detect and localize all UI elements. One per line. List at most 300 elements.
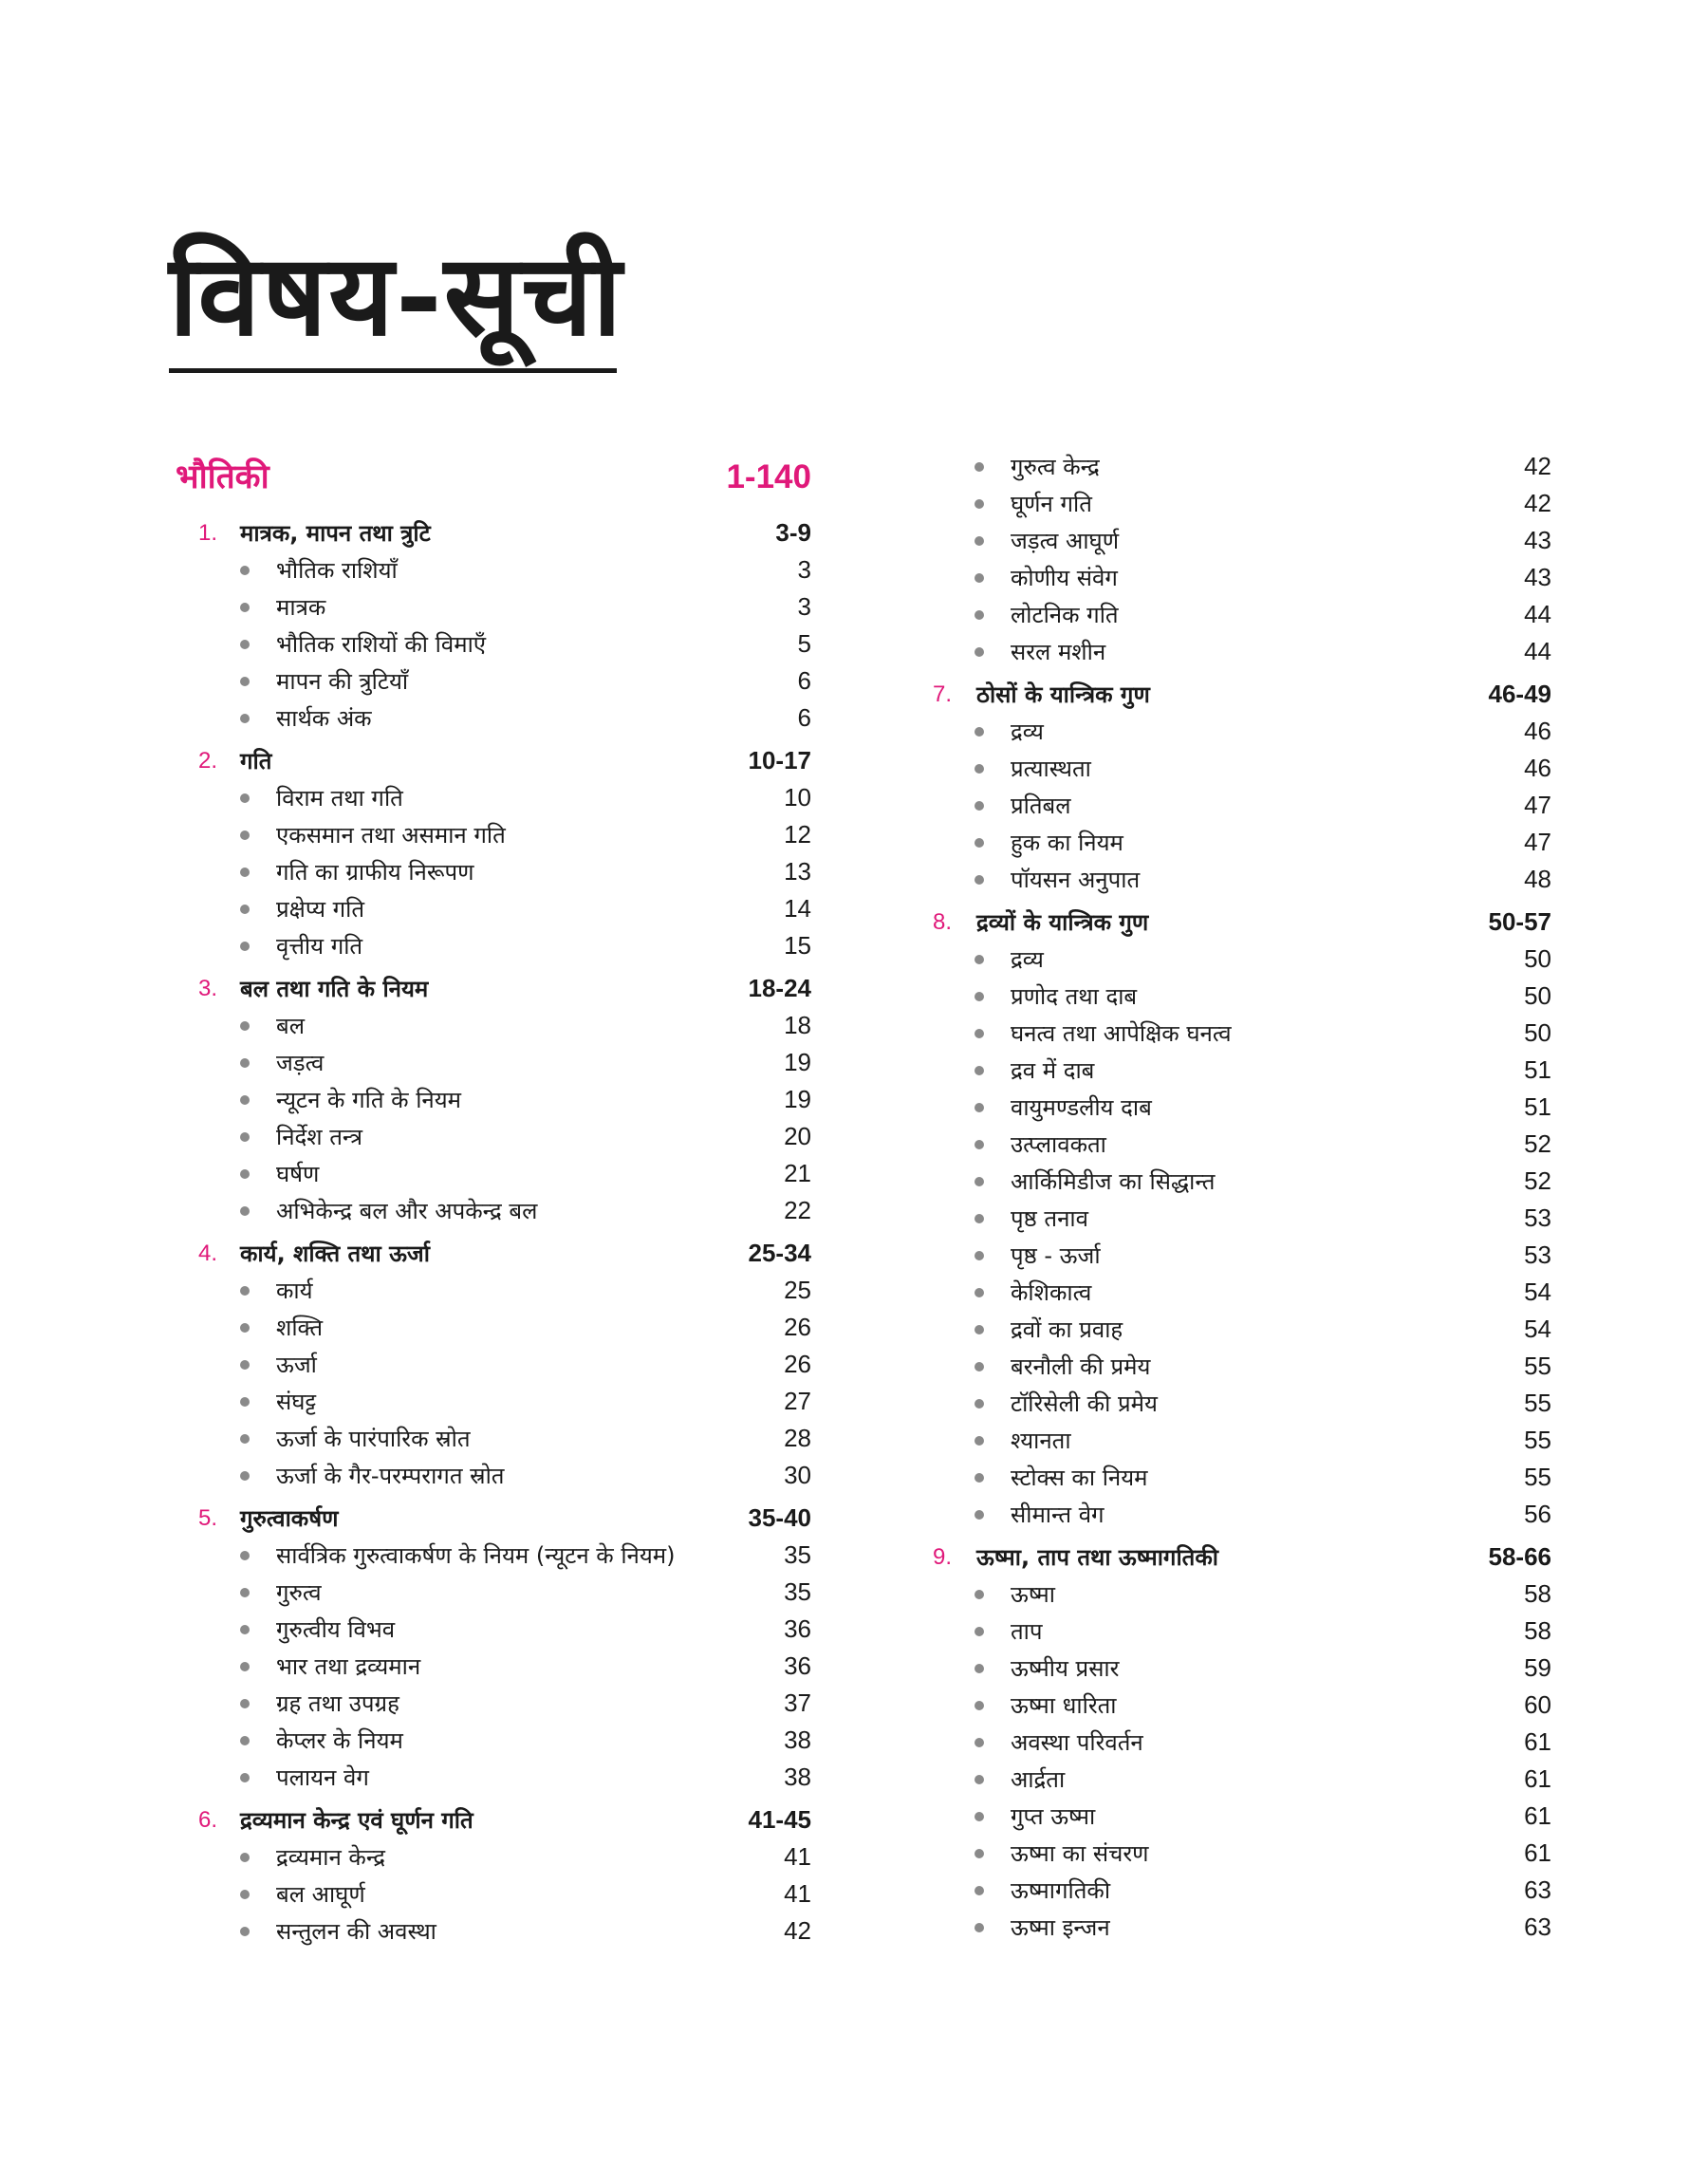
bullet-icon: [240, 1853, 250, 1862]
toc-item-title: भौतिक राशियाँ: [276, 557, 398, 584]
subject-heading[interactable]: [176, 448, 811, 509]
toc-item-title: गुरुत्वीय विभव: [276, 1616, 396, 1643]
subject-name: भौतिकी: [176, 458, 269, 496]
toc-item-page: 51: [1524, 1055, 1551, 1084]
toc-item-page: 50: [1524, 1018, 1551, 1047]
toc-item[interactable]: [925, 1909, 1551, 1946]
toc-item-title: पॉयसन अनुपात: [1011, 867, 1141, 893]
toc-item[interactable]: [925, 1496, 1551, 1533]
chapter-title: द्रव्यों के यान्त्रिक गुण: [976, 909, 1149, 936]
toc-item[interactable]: [925, 1089, 1551, 1126]
toc-item-page: 52: [1524, 1129, 1551, 1158]
bullet-icon: [975, 1362, 984, 1371]
toc-item-page: 42: [1524, 452, 1551, 480]
bullet-icon: [240, 1773, 250, 1782]
toc-item-title: अवस्था परिवर्तन: [1011, 1729, 1143, 1756]
toc-item-title: श्यानता: [1011, 1427, 1071, 1454]
bullet-icon: [240, 1662, 250, 1671]
toc-item-page: 61: [1524, 1801, 1551, 1830]
toc-item[interactable]: [925, 861, 1551, 898]
toc-item-title: प्रत्यास्थता: [1011, 756, 1091, 782]
bullet-icon: [975, 1177, 984, 1186]
toc-item-title: ऊर्जा: [276, 1352, 317, 1378]
chapter-number: 5.: [198, 1504, 218, 1531]
toc-item-page: 61: [1524, 1838, 1551, 1867]
toc-item[interactable]: [176, 1346, 811, 1383]
bullet-icon: [975, 1214, 984, 1223]
toc-item-title: प्रणोद तथा दाब: [1011, 983, 1138, 1010]
toc-item[interactable]: [925, 1835, 1551, 1872]
toc-right-column: [925, 448, 1551, 1946]
toc-item[interactable]: [176, 1648, 811, 1685]
bullet-icon: [975, 875, 984, 885]
chapter-pages: 41-45: [748, 1805, 811, 1834]
bullet-icon: [975, 610, 984, 620]
toc-item[interactable]: [176, 1574, 811, 1611]
toc-item[interactable]: [176, 1685, 811, 1722]
toc-item[interactable]: [176, 1044, 811, 1081]
toc-item-title: ऊष्मा: [1011, 1581, 1055, 1608]
toc-item[interactable]: [925, 1311, 1551, 1348]
toc-item-title: ग्रह तथा उपग्रह: [276, 1690, 399, 1717]
bullet-icon: [975, 1066, 984, 1075]
bullet-icon: [975, 1590, 984, 1599]
toc-item-page: 42: [784, 1916, 811, 1945]
bullet-icon: [240, 1323, 250, 1333]
toc-item-page: 19: [784, 1085, 811, 1113]
bullet-icon: [240, 1206, 250, 1216]
bullet-icon: [975, 1812, 984, 1821]
toc-item[interactable]: [925, 824, 1551, 861]
toc-item-page: 46: [1524, 717, 1551, 745]
toc-item-title: द्रवों का प्रवाह: [1011, 1316, 1123, 1343]
bullet-icon: [240, 1699, 250, 1708]
toc-item[interactable]: [176, 1192, 811, 1229]
chapter-heading[interactable]: [176, 514, 811, 551]
bullet-icon: [240, 1058, 250, 1068]
toc-item[interactable]: [176, 1309, 811, 1346]
page-title: विषय-सूची: [169, 229, 624, 361]
toc-item-title: ऊष्मीय प्रसार: [1011, 1655, 1120, 1682]
toc-item-title: निर्देश तन्त्र: [276, 1124, 362, 1150]
toc-item-title: पलायन वेग: [276, 1764, 369, 1791]
toc-item-title: गुरुत्व: [276, 1579, 322, 1606]
bullet-icon: [975, 1886, 984, 1895]
toc-item-title: ऊष्मा धारिता: [1011, 1692, 1117, 1719]
bullet-icon: [240, 1890, 250, 1899]
toc-item[interactable]: [925, 1348, 1551, 1385]
toc-item[interactable]: [925, 750, 1551, 787]
toc-item[interactable]: [925, 1237, 1551, 1274]
bullet-icon: [240, 1927, 250, 1936]
bullet-icon: [240, 1397, 250, 1407]
bullet-icon: [975, 1473, 984, 1483]
toc-item-title: सन्तुलन की अवस्था: [276, 1918, 436, 1945]
bullet-icon: [975, 1849, 984, 1858]
toc-item-title: गुरुत्व केन्द्र: [1011, 454, 1100, 480]
bullet-icon: [975, 1140, 984, 1149]
toc-item-page: 48: [1524, 865, 1551, 893]
toc-item-title: केशिकात्व: [1011, 1279, 1092, 1306]
toc-item-title: स्टोक्स का नियम: [1011, 1465, 1148, 1491]
toc-item-page: 54: [1524, 1315, 1551, 1343]
chapter-title: कार्य, शक्ति तथा ऊर्जा: [240, 1241, 430, 1267]
chapter-heading[interactable]: [176, 1500, 811, 1537]
bullet-icon: [975, 1701, 984, 1710]
bullet-icon: [240, 1021, 250, 1031]
bullet-icon: [975, 1923, 984, 1932]
chapter-pages: 3-9: [775, 518, 811, 547]
chapter-number: 2.: [198, 747, 218, 774]
toc-item-page: 58: [1524, 1579, 1551, 1608]
chapter-number: 9.: [933, 1543, 953, 1570]
bullet-icon: [975, 1103, 984, 1112]
toc-item[interactable]: [176, 1611, 811, 1648]
bullet-icon: [240, 1132, 250, 1142]
toc-item[interactable]: [176, 890, 811, 927]
toc-item-page: 50: [1524, 981, 1551, 1010]
toc-item-page: 43: [1524, 526, 1551, 554]
toc-item-page: 53: [1524, 1241, 1551, 1269]
toc-item[interactable]: [925, 1613, 1551, 1650]
bullet-icon: [975, 955, 984, 964]
bullet-icon: [240, 905, 250, 914]
toc-item-page: 47: [1524, 828, 1551, 856]
toc-item-page: 14: [784, 894, 811, 923]
bullet-icon: [975, 462, 984, 472]
toc-item[interactable]: [176, 1007, 811, 1044]
toc-item-title: सार्वत्रिक गुरुत्वाकर्षण के नियम (न्यूटन के नियम): [276, 1542, 676, 1569]
bullet-icon: [240, 1286, 250, 1296]
toc-item-page: 12: [784, 820, 811, 849]
toc-item[interactable]: [176, 1537, 811, 1574]
toc-item-page: 61: [1524, 1764, 1551, 1793]
bullet-icon: [975, 1436, 984, 1446]
bullet-icon: [240, 942, 250, 951]
toc-item-page: 28: [784, 1424, 811, 1452]
chapter-title: मात्रक, मापन तथा त्रुटि: [240, 520, 431, 547]
toc-item-page: 47: [1524, 791, 1551, 819]
toc-item-page: 36: [784, 1651, 811, 1680]
toc-item-page: 36: [784, 1614, 811, 1643]
chapter-number: 4.: [198, 1240, 218, 1266]
bullet-icon: [975, 801, 984, 811]
toc-item[interactable]: [925, 1687, 1551, 1724]
toc-item-page: 41: [784, 1842, 811, 1871]
toc-item[interactable]: [176, 700, 811, 737]
toc-item-page: 44: [1524, 600, 1551, 628]
toc-item-title: घर्षण: [276, 1161, 320, 1187]
toc-item-page: 54: [1524, 1278, 1551, 1306]
chapter-number: 3.: [198, 975, 218, 1001]
toc-item[interactable]: [925, 1761, 1551, 1798]
chapter-title: ठोसों के यान्त्रिक गुण: [976, 681, 1150, 708]
chapter-heading[interactable]: [925, 904, 1551, 941]
toc-item-title: सीमान्त वेग: [1011, 1502, 1105, 1528]
chapter-number: 8.: [933, 908, 953, 935]
bullet-icon: [975, 1738, 984, 1747]
toc-item[interactable]: [176, 625, 811, 662]
toc-item[interactable]: [176, 1912, 811, 1950]
toc-item[interactable]: [925, 1798, 1551, 1835]
toc-item-title: ऊर्जा के पारंपारिक स्रोत: [276, 1426, 471, 1452]
toc-item-title: सार्थक अंक: [276, 705, 372, 732]
chapter-heading[interactable]: [176, 742, 811, 779]
toc-item-page: 63: [1524, 1875, 1551, 1904]
toc-item-page: 55: [1524, 1426, 1551, 1454]
title-underline: [169, 368, 617, 373]
toc-item-title: संघट्ट: [276, 1389, 317, 1415]
toc-item-page: 19: [784, 1048, 811, 1076]
bullet-icon: [975, 573, 984, 583]
toc-item-page: 51: [1524, 1092, 1551, 1121]
toc-item-page: 22: [784, 1196, 811, 1224]
bullet-icon: [975, 1029, 984, 1038]
toc-item[interactable]: [925, 1872, 1551, 1909]
toc-item-title: ताप: [1011, 1618, 1043, 1645]
bullet-icon: [240, 677, 250, 686]
bullet-icon: [240, 1360, 250, 1370]
bullet-icon: [240, 1471, 250, 1481]
toc-item-title: आर्द्रता: [1011, 1766, 1066, 1793]
bullet-icon: [975, 992, 984, 1001]
toc-item[interactable]: [925, 1200, 1551, 1237]
toc-item[interactable]: [925, 1650, 1551, 1687]
toc-item-title: लोटनिक गति: [1011, 602, 1119, 628]
toc-item-title: अभिकेन्द्र बल और अपकेन्द्र बल: [276, 1198, 538, 1224]
toc-item-title: भौतिक राशियों की विमाएँ: [276, 631, 487, 658]
toc-item-title: शक्ति: [276, 1315, 324, 1341]
toc-item-title: कोणीय संवेग: [1011, 565, 1118, 591]
toc-item-title: द्रव में दाब: [1011, 1057, 1095, 1084]
toc-item-title: एकसमान तथा असमान गति: [276, 822, 506, 849]
bullet-icon: [975, 1664, 984, 1673]
chapter-heading[interactable]: [925, 676, 1551, 713]
toc-item-page: 56: [1524, 1500, 1551, 1528]
toc-item[interactable]: [925, 1052, 1551, 1089]
chapter-number: 7.: [933, 681, 953, 707]
toc-item-title: गति का ग्राफीय निरूपण: [276, 859, 474, 886]
bullet-icon: [975, 1399, 984, 1409]
toc-item-page: 35: [784, 1577, 811, 1606]
bullet-icon: [975, 1775, 984, 1784]
chapter-heading[interactable]: [925, 1539, 1551, 1576]
chapter-pages: 25-34: [748, 1239, 811, 1267]
toc-item[interactable]: [176, 1759, 811, 1796]
chapter-heading[interactable]: [176, 970, 811, 1007]
toc-item-page: 3: [797, 555, 811, 584]
toc-item[interactable]: [925, 633, 1551, 670]
toc-item-page: 42: [1524, 489, 1551, 517]
bullet-icon: [240, 1095, 250, 1105]
toc-item-page: 27: [784, 1387, 811, 1415]
toc-item-page: 15: [784, 931, 811, 960]
bullet-icon: [975, 727, 984, 737]
bullet-icon: [240, 793, 250, 803]
toc-item[interactable]: [925, 1576, 1551, 1613]
chapter-pages: 18-24: [748, 974, 811, 1002]
toc-item-page: 46: [1524, 754, 1551, 782]
toc-item[interactable]: [925, 1724, 1551, 1761]
toc-item-page: 35: [784, 1540, 811, 1569]
toc-item-page: 3: [797, 592, 811, 621]
toc-item-page: 44: [1524, 637, 1551, 665]
toc-item-title: द्रव्यमान केन्द्र: [276, 1844, 385, 1871]
toc-item-title: घूर्णन गति: [1011, 491, 1092, 517]
toc-item-title: ऊष्मा इन्जन: [1011, 1914, 1110, 1941]
toc-item[interactable]: [176, 1838, 811, 1875]
toc-item-title: जड़त्व: [276, 1050, 325, 1076]
toc-item[interactable]: [925, 1126, 1551, 1163]
chapter-title: द्रव्यमान केन्द्र एवं घूर्णन गति: [240, 1807, 473, 1834]
toc-item-page: 41: [784, 1879, 811, 1908]
toc-item-page: 55: [1524, 1463, 1551, 1491]
bullet-icon: [240, 603, 250, 612]
toc-item[interactable]: [925, 978, 1551, 1015]
toc-item[interactable]: [925, 1015, 1551, 1052]
bullet-icon: [240, 566, 250, 575]
bullet-icon: [975, 536, 984, 546]
chapter-title: ऊष्मा, ताप तथा ऊष्मागतिकी: [976, 1544, 1218, 1571]
toc-item-page: 59: [1524, 1653, 1551, 1682]
toc-item-page: 10: [784, 783, 811, 812]
toc-item-title: ऊष्मागतिकी: [1011, 1877, 1111, 1904]
toc-item[interactable]: [176, 1420, 811, 1457]
bullet-icon: [975, 647, 984, 657]
toc-item[interactable]: [176, 1272, 811, 1309]
toc-item-title: वायुमण्डलीय दाब: [1011, 1094, 1152, 1121]
toc-item-title: मापन की त्रुटियाँ: [276, 668, 409, 695]
toc-item-title: भार तथा द्रव्यमान: [276, 1653, 421, 1680]
toc-item[interactable]: [176, 551, 811, 588]
toc-item[interactable]: [176, 1875, 811, 1912]
toc-item[interactable]: [176, 1118, 811, 1155]
toc-item[interactable]: [925, 1385, 1551, 1422]
chapter-pages: 50-57: [1488, 907, 1551, 936]
toc-item-page: 61: [1524, 1727, 1551, 1756]
toc-item[interactable]: [925, 787, 1551, 824]
bullet-icon: [975, 1627, 984, 1636]
bullet-icon: [975, 1288, 984, 1297]
toc-item[interactable]: [176, 1081, 811, 1118]
toc-item-title: वृत्तीय गति: [276, 933, 363, 960]
toc-item-page: 6: [797, 703, 811, 732]
toc-item-page: 60: [1524, 1690, 1551, 1719]
bullet-icon: [240, 1169, 250, 1179]
toc-left-column: [176, 448, 811, 1950]
toc-item[interactable]: [176, 927, 811, 964]
toc-item[interactable]: [176, 1722, 811, 1759]
toc-item-title: जड़त्व आघूर्ण: [1011, 528, 1120, 554]
chapter-number: 1.: [198, 519, 218, 546]
toc-item-title: द्रव्य: [1011, 946, 1044, 973]
toc-item-title: पृष्ठ तनाव: [1011, 1205, 1088, 1232]
bullet-icon: [240, 1551, 250, 1560]
toc-item[interactable]: [176, 588, 811, 625]
toc-item-title: गुप्त ऊष्मा: [1011, 1803, 1096, 1830]
bullet-icon: [240, 868, 250, 877]
toc-item[interactable]: [925, 559, 1551, 596]
bullet-icon: [240, 1736, 250, 1745]
toc-item-page: 50: [1524, 944, 1551, 973]
toc-item[interactable]: [925, 1274, 1551, 1311]
toc-item-title: न्यूटन के गति के नियम: [276, 1087, 462, 1113]
chapter-pages: 35-40: [748, 1503, 811, 1532]
bullet-icon: [240, 640, 250, 649]
bullet-icon: [240, 830, 250, 840]
chapter-heading[interactable]: [176, 1801, 811, 1838]
toc-item-title: द्रव्य: [1011, 718, 1044, 745]
toc-item-page: 21: [784, 1159, 811, 1187]
toc-item-page: 43: [1524, 563, 1551, 591]
toc-item[interactable]: [925, 596, 1551, 633]
toc-item-page: 6: [797, 666, 811, 695]
chapter-title: गुरुत्वाकर्षण: [240, 1505, 339, 1532]
toc-item[interactable]: [925, 1163, 1551, 1200]
bullet-icon: [975, 838, 984, 848]
toc-item[interactable]: [925, 1422, 1551, 1459]
toc-item[interactable]: [176, 779, 811, 816]
toc-item-title: उत्प्लावकता: [1011, 1131, 1106, 1158]
toc-item-page: 55: [1524, 1389, 1551, 1417]
chapter-pages: 58-66: [1488, 1542, 1551, 1571]
toc-item[interactable]: [176, 1155, 811, 1192]
toc-item-page: 38: [784, 1763, 811, 1791]
bullet-icon: [975, 499, 984, 509]
toc-item-title: घनत्व तथा आपेक्षिक घनत्व: [1011, 1020, 1232, 1047]
toc-item-title: मात्रक: [276, 594, 326, 621]
subject-pages: 1-140: [726, 458, 811, 495]
bullet-icon: [240, 1588, 250, 1597]
chapter-pages: 46-49: [1488, 680, 1551, 708]
toc-item-title: प्रक्षेप्य गति: [276, 896, 365, 923]
toc-item-title: टॉरिसेली की प्रमेय: [1011, 1390, 1158, 1417]
bullet-icon: [240, 1625, 250, 1634]
chapter-title: बल तथा गति के नियम: [240, 976, 429, 1002]
toc-item[interactable]: [925, 1459, 1551, 1496]
toc-item-page: 20: [784, 1122, 811, 1150]
toc-item[interactable]: [925, 713, 1551, 750]
toc-item[interactable]: [925, 522, 1551, 559]
toc-item-page: 52: [1524, 1166, 1551, 1195]
toc-item-title: बल आघूर्ण: [276, 1881, 365, 1908]
toc-item-title: केप्लर के नियम: [276, 1727, 403, 1754]
toc-item[interactable]: [925, 941, 1551, 978]
toc-item[interactable]: [176, 1457, 811, 1494]
toc-item-page: 38: [784, 1726, 811, 1754]
toc-item[interactable]: [176, 1383, 811, 1420]
toc-item-title: ऊष्मा का संचरण: [1011, 1840, 1149, 1867]
toc-item-page: 30: [784, 1461, 811, 1489]
toc-item[interactable]: [925, 485, 1551, 522]
toc-item-title: पृष्ठ - ऊर्जा: [1011, 1242, 1101, 1269]
toc-item-page: 37: [784, 1689, 811, 1717]
chapter-title: गति: [240, 748, 272, 774]
toc-item[interactable]: [176, 853, 811, 890]
toc-item[interactable]: [176, 662, 811, 700]
bullet-icon: [975, 1251, 984, 1260]
chapter-heading[interactable]: [176, 1235, 811, 1272]
bullet-icon: [240, 714, 250, 723]
chapter-number: 6.: [198, 1806, 218, 1833]
toc-item[interactable]: [925, 448, 1551, 485]
toc-item-page: 5: [797, 629, 811, 658]
toc-item-page: 55: [1524, 1352, 1551, 1380]
toc-item[interactable]: [176, 816, 811, 853]
toc-item-title: ऊर्जा के गैर-परम्परागत स्रोत: [276, 1463, 505, 1489]
toc-item-title: बरनौली की प्रमेय: [1011, 1353, 1151, 1380]
toc-item-title: प्रतिबल: [1011, 793, 1071, 819]
